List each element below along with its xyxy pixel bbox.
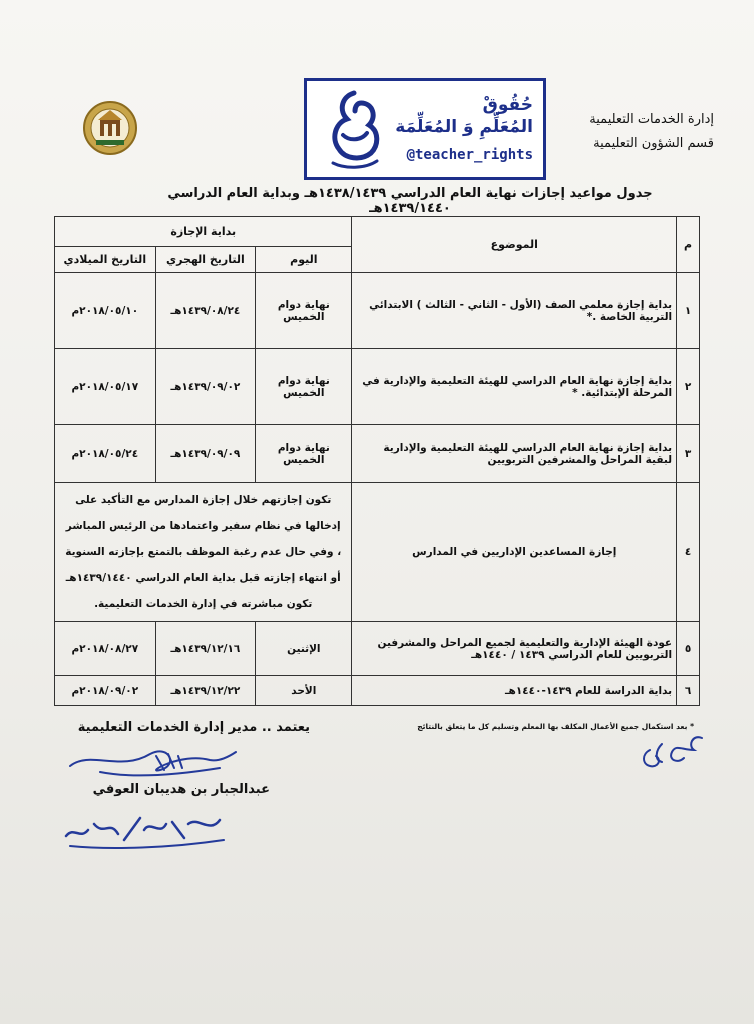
handwritten-date xyxy=(60,806,230,852)
row-num: ٦ xyxy=(677,676,700,706)
row-num: ٤ xyxy=(677,483,700,622)
dept-line2: قسم الشؤون التعليمية xyxy=(593,136,714,151)
col-hijri-header: التاريخ الهجري xyxy=(155,247,256,273)
row-day: نهاية دوام الخميس xyxy=(256,273,352,349)
row-day: الأحد xyxy=(256,676,352,706)
schedule-table xyxy=(54,216,700,706)
table-header-row xyxy=(55,217,700,247)
row-subject: بداية إجازة معلمي الصف (الأول - الثاني - الثالث ) الابتدائي التربية الخاصة .* xyxy=(352,273,677,349)
col-greg-header: التاريخ الميلادي xyxy=(55,247,156,273)
row-num: ١ xyxy=(677,273,700,349)
row-hijri: ١٤٣٩/٠٩/٠٩هـ xyxy=(155,425,256,483)
handwritten-initials xyxy=(632,730,712,774)
row-merged-note: تكون إجازتهم خلال إجازة المدارس مع التأكيد على إدخالها في نظام سفير واعتمادها من الرئيس المباشر ، وفي حال عدم رغبة الموظف بالتمتع بإجازته السنوية أو انتهاء إجازته قبل بداية العام الدراسي ١٤٣٩/١٤٤٠هـ تكون مباشرته في إدارة الخدمات التعليمية. xyxy=(55,483,352,622)
table-row xyxy=(55,676,700,706)
table-row xyxy=(55,425,700,483)
dept-line1: إدارة الخدمات التعليمية xyxy=(589,112,714,127)
row-greg: ٢٠١٨/٠٩/٠٢م xyxy=(55,676,156,706)
row-hijri: ١٤٣٩/٠٨/٢٤هـ xyxy=(155,273,256,349)
logo-line1: حُقُوقْ xyxy=(482,95,533,115)
signature xyxy=(60,742,240,782)
department-header xyxy=(564,108,714,156)
row-day: الإثنين xyxy=(256,622,352,676)
table-row xyxy=(55,349,700,425)
row-greg: ٢٠١٨/٠٥/١٧م xyxy=(55,349,156,425)
ministry-emblem-icon xyxy=(82,100,138,156)
row-subject: بداية إجازة نهاية العام الدراسي للهيئة التعليمية والإدارية في المرحلة الإبتدائية. * xyxy=(352,349,677,425)
row-num: ٣ xyxy=(677,425,700,483)
row-num: ٥ xyxy=(677,622,700,676)
row-hijri: ١٤٣٩/١٢/٢٢هـ xyxy=(155,676,256,706)
row-greg: ٢٠١٨/٠٥/١٠م xyxy=(55,273,156,349)
footnote: * بعد استكمال جميع الأعمال المكلف بها المعلم وتسليم كل ما يتعلق بالنتائج xyxy=(417,722,694,731)
table-row xyxy=(55,273,700,349)
document-title: جدول مواعيد إجازات نهاية العام الدراسي ١٤٣٨/١٤٣٩هـ وبداية العام الدراسي ١٤٣٩/١٤٤٠هـ xyxy=(167,186,653,216)
approver-name: عبدالجبار بن هديبان العوفي xyxy=(92,782,270,797)
table-row xyxy=(55,483,700,622)
row-num: ٢ xyxy=(677,349,700,425)
col-start-header: بداية الإجازة xyxy=(55,217,352,247)
table-row xyxy=(55,622,700,676)
row-greg: ٢٠١٨/٠٥/٢٤م xyxy=(55,425,156,483)
watermark-logo xyxy=(304,78,546,180)
col-subject-header: الموضوع xyxy=(352,217,677,273)
row-day: نهاية دوام الخميس xyxy=(256,349,352,425)
row-hijri: ١٤٣٩/١٢/١٦هـ xyxy=(155,622,256,676)
row-subject: بداية الدراسة للعام ١٤٣٩-١٤٤٠هـ xyxy=(352,676,677,706)
row-greg: ٢٠١٨/٠٨/٢٧م xyxy=(55,622,156,676)
calligraphy-logo-icon xyxy=(321,89,387,171)
row-subject: بداية إجازة نهاية العام الدراسي للهيئة التعليمية والإدارية لبقية المراحل والمشرفين التربويين xyxy=(352,425,677,483)
approval-label: يعتمد .. مدير إدارة الخدمات التعليمية xyxy=(77,720,310,735)
row-subject: إجازة المساعدين الإداريين في المدارس xyxy=(352,483,677,622)
row-day: نهاية دوام الخميس xyxy=(256,425,352,483)
row-hijri: ١٤٣٩/٠٩/٠٢هـ xyxy=(155,349,256,425)
logo-handle: @teacher_rights xyxy=(406,147,533,163)
col-day-header: اليوم xyxy=(256,247,352,273)
col-num-header: م xyxy=(677,217,700,273)
row-subject: عودة الهيئة الإدارية والتعليمية لجميع المراحل والمشرفين التربويين للعام الدراسي ١٤٣٩ / ١٤٤٠هـ xyxy=(352,622,677,676)
logo-line2: المُعَلِّمِ وَ المُعَلِّمَة xyxy=(395,117,533,137)
